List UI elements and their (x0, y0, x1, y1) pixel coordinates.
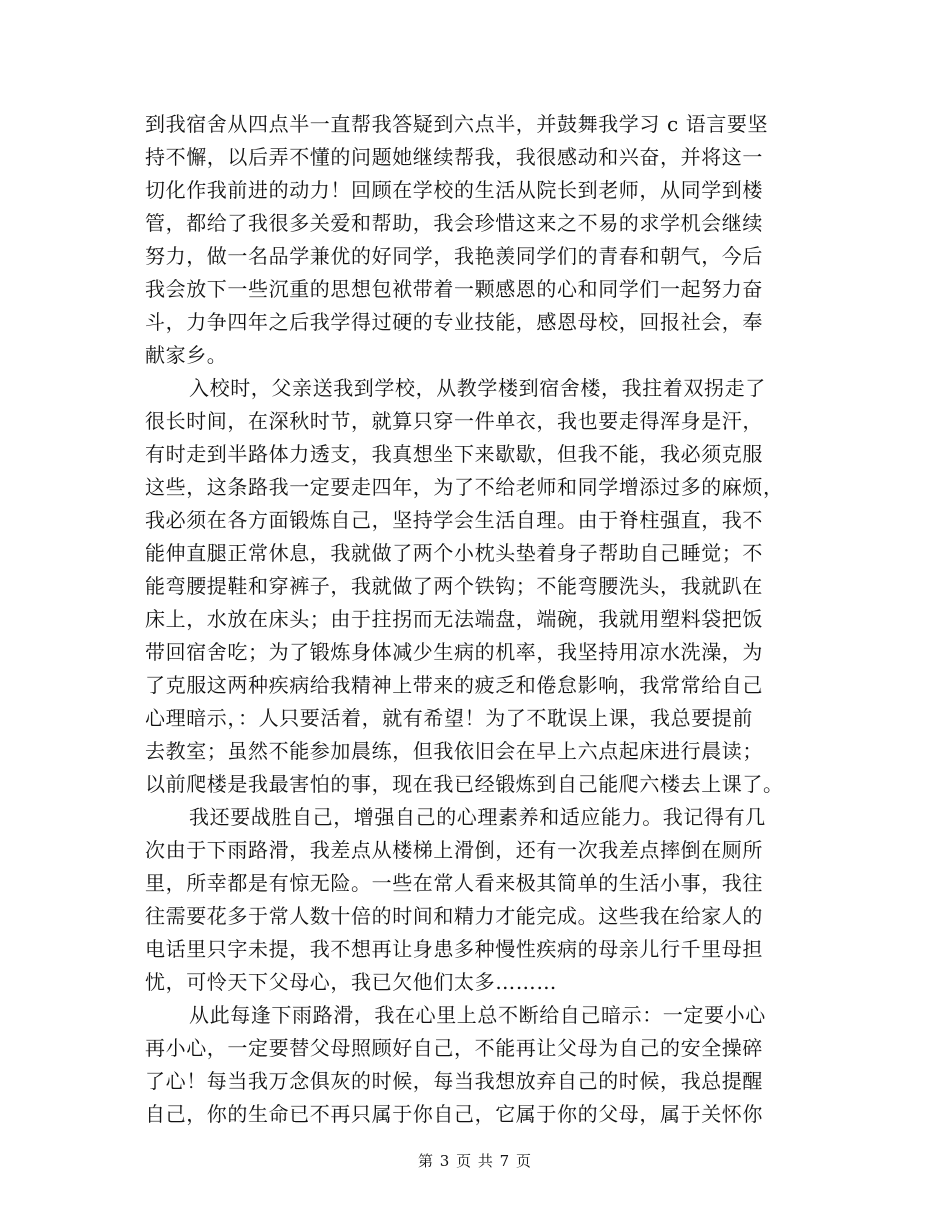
paragraph (145, 999, 805, 1131)
text-line: 我必须在各方面锻炼自己，坚持学会生活自理。由于脊柱强直，我不 (145, 508, 763, 532)
text-line: 献家乡。 (145, 343, 228, 367)
text-line: 入校时，父亲送我到学校，从教学楼到宿舍楼，我拄着双拐走了 (189, 376, 766, 400)
text-line: 了心！每当我万念俱灰的时候，每当我想放弃自己的时候，我总提醒 (145, 1069, 763, 1093)
text-line: 切化作我前进的动力！回顾在学校的生活从院长到老师，从同学到楼 (145, 178, 763, 202)
text-line: 自己，你的生命已不再只属于你自己，它属于你的父母，属于关怀你 (145, 1102, 763, 1126)
paragraph (145, 108, 805, 372)
text-line: 忧，可怜天下父母心，我已欠他们太多……… (145, 970, 557, 994)
document-body (145, 108, 805, 1131)
text-line: 去教室；虽然不能参加晨练，但我依旧会在早上六点起床进行晨读； (145, 739, 763, 763)
text-line: 我还要战胜自己，增强自己的心理素养和适应能力。我记得有几 (189, 805, 766, 829)
page-number-footer: 第 3 页 共 7 页 (418, 1152, 532, 1170)
text-line: 以前爬楼是我最害怕的事，现在我已经锻炼到自己能爬六楼去上课了。 (145, 772, 784, 796)
text-line: 能弯腰提鞋和穿裤子，我就做了两个铁钩；不能弯腰洗头，我就趴在 (145, 574, 763, 598)
text-line: 这些，这条路我一定要走四年，为了不给老师和同学增添过多的麻烦， (145, 475, 784, 499)
text-line: 里，所幸都是有惊无险。一些在常人看来极其简单的生活小事，我往 (145, 871, 763, 895)
text-line: 心理暗示，：人只要活着，就有希望！为了不耽误上课，我总要提前 (145, 706, 753, 730)
text-line: 斗，力争四年之后我学得过硬的专业技能，感恩母校，回报社会，奉 (145, 310, 763, 334)
text-line: 床上，水放在床头；由于拄拐而无法端盘，端碗，我就用塑料袋把饭 (145, 607, 763, 631)
text-line: 从此每逢下雨路滑，我在心里上总不断给自己暗示：一定要小心 (189, 1003, 766, 1027)
text-line: 有时走到半路体力透支，我真想坐下来歇歇，但我不能，我必须克服 (145, 442, 763, 466)
text-line: 努力，做一名品学兼优的好同学，我艳羡同学们的青春和朝气，今后 (145, 244, 763, 268)
text-line: 我会放下一些沉重的思想包袱带着一颗感恩的心和同学们一起努力奋 (145, 277, 763, 301)
text-line: 能伸直腿正常休息，我就做了两个小枕头垫着身子帮助自己睡觉；不 (145, 541, 763, 565)
paragraph (145, 801, 805, 999)
text-line: 很长时间，在深秋时节，就算只穿一件单衣，我也要走得浑身是汗， (145, 409, 763, 433)
text-line: 了克服这两种疾病给我精神上带来的疲乏和倦怠影响，我常常给自己 (145, 673, 763, 697)
text-line: 带回宿舍吃；为了锻炼身体减少生病的机率，我坚持用凉水洗澡，为 (145, 640, 763, 664)
text-line: 到我宿舍从四点半一直帮我答疑到六点半，并鼓舞我学习 c 语言要坚 (145, 112, 769, 136)
text-line: 电话里只字未提，我不想再让身患多种慢性疾病的母亲儿行千里母担 (145, 937, 763, 961)
text-line: 管，都给了我很多关爱和帮助，我会珍惜这来之不易的求学机会继续 (145, 211, 763, 235)
text-line: 再小心，一定要替父母照顾好自己，不能再让父母为自己的安全操碎 (145, 1036, 763, 1060)
text-line: 往需要花多于常人数十倍的时间和精力才能完成。这些我在给家人的 (145, 904, 763, 928)
text-line: 次由于下雨路滑，我差点从楼梯上滑倒，还有一次我差点摔倒在厕所 (145, 838, 763, 862)
paragraph (145, 372, 805, 801)
text-line: 持不懈，以后弄不懂的问题她继续帮我，我很感动和兴奋，并将这一 (145, 145, 763, 169)
